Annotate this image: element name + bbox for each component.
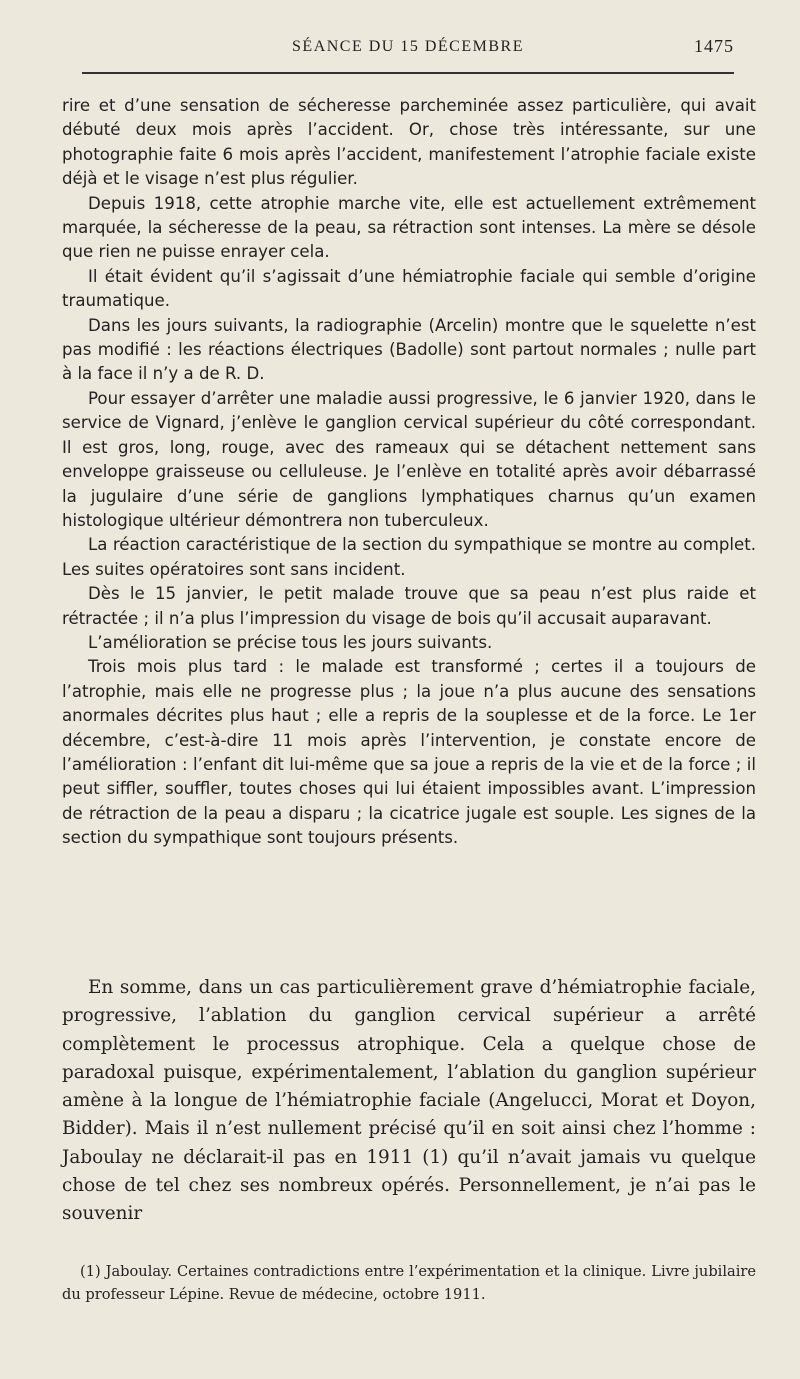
paragraph: L’amélioration se précise tous les jours suivants. xyxy=(88,632,493,652)
running-title: SÉANCE DU 15 DÉCEMBRE xyxy=(292,38,524,55)
paragraph: Trois mois plus tard : le malade est transformé ; certes il a toujours de l’atrophie, mais elle ne progresse plus ; la joue n’a plus aucune des sensations anormales décrites plus haut ; elle a repris de la souplesse et de la force. Le 1er décembre, c’est-à-dire 11 mois après l’intervention, je constate encore de l’amélioration : l’enfant dit lui-même que sa joue a repris de la vie et de la force ; il peut siffler, souffler, toutes choses qui lui étaient impossibles avant. L’impression de rétraction de la peau a disparu ; la cicatrice jugale est souple. Les signes de la section du sympathique sont toujours présents. xyxy=(62,657,756,848)
paragraph: La réaction caractéristique de la section du sympathique se montre au complet. Les suites opératoires sont sans incident. xyxy=(62,535,756,579)
paragraph: En somme, dans un cas particulièrement grave d’hémiatrophie faciale, progressive, l’ablation du ganglion cervical supérieur a arrêté complètement le processus atrophique. Cela a quelque chose de paradoxal puisque, expérimentalement, l’ablation du ganglion supérieur amène à la longue de l’hémiatrophie faciale (Angelucci, Morat et Doyon, Bidder). Mais il n’est nullement précisé qu’il en soit ainsi chez l’homme : Jaboulay ne déclarait-il pas en 1911 (1) qu’il n’avait jamais vu quelque chose de tel chez ses nombreux opérés. Personnellement, je n’ai pas le souvenir xyxy=(62,977,756,1225)
page-number: 1475 xyxy=(694,36,734,56)
paragraph: Il était évident qu’il s’agissait d’une hémiatrophie faciale qui semble d’origine traumatique. xyxy=(62,266,756,311)
running-head xyxy=(82,34,734,60)
footnote-text: (1) Jaboulay. Certaines contradictions entre l’expérimentation et la clinique. Livre jubilaire du professeur Lépine. Revue de médecine, octobre 1911. xyxy=(62,1263,756,1303)
paragraph: Depuis 1918, cette atrophie marche vite, elle est actuellement extrêmement marquée, la sécheresse de la peau, sa rétraction sont intenses. La mère se désole que rien ne puisse enrayer cela. xyxy=(62,193,756,262)
paragraph: Dès le 15 janvier, le petit malade trouve que sa peau n’est plus raide et rétractée ; il n’a plus l’impression du visage de bois qu’il accusait auparavant. xyxy=(62,584,756,628)
case-report-text xyxy=(62,94,756,851)
discussion-text xyxy=(62,974,756,1229)
footnote xyxy=(62,1261,756,1306)
header-rule xyxy=(82,72,734,74)
paragraph: rire et d’une sensation de sécheresse parcheminée assez particulière, qui avait débuté deux mois après l’accident. Or, chose très intéressante, sur une photographie faite 6 mois après l’accident, manifestement l’atrophie faciale existe déjà et le visage n’est plus régulier. xyxy=(62,96,756,189)
paragraph: Pour essayer d’arrêter une maladie aussi progressive, le 6 janvier 1920, dans le service de Vignard, j’enlève le ganglion cervical supérieur du côté correspondant. Il est gros, long, rouge, avec des rameaux qui se détachent nettement sans enveloppe graisseuse ou celluleuse. Je l’enlève en totalité après avoir débarrassé la jugulaire d’une série de ganglions lymphatiques charnus qu’un examen histologique ultérieur démontrera non tuberculeux. xyxy=(62,388,756,530)
paragraph: Dans les jours suivants, la radiographie (Arcelin) montre que le squelette n’est pas modifié : les réactions électriques (Badolle) sont partout normales ; nulle part à la face il n’y a de R. D. xyxy=(62,315,756,384)
